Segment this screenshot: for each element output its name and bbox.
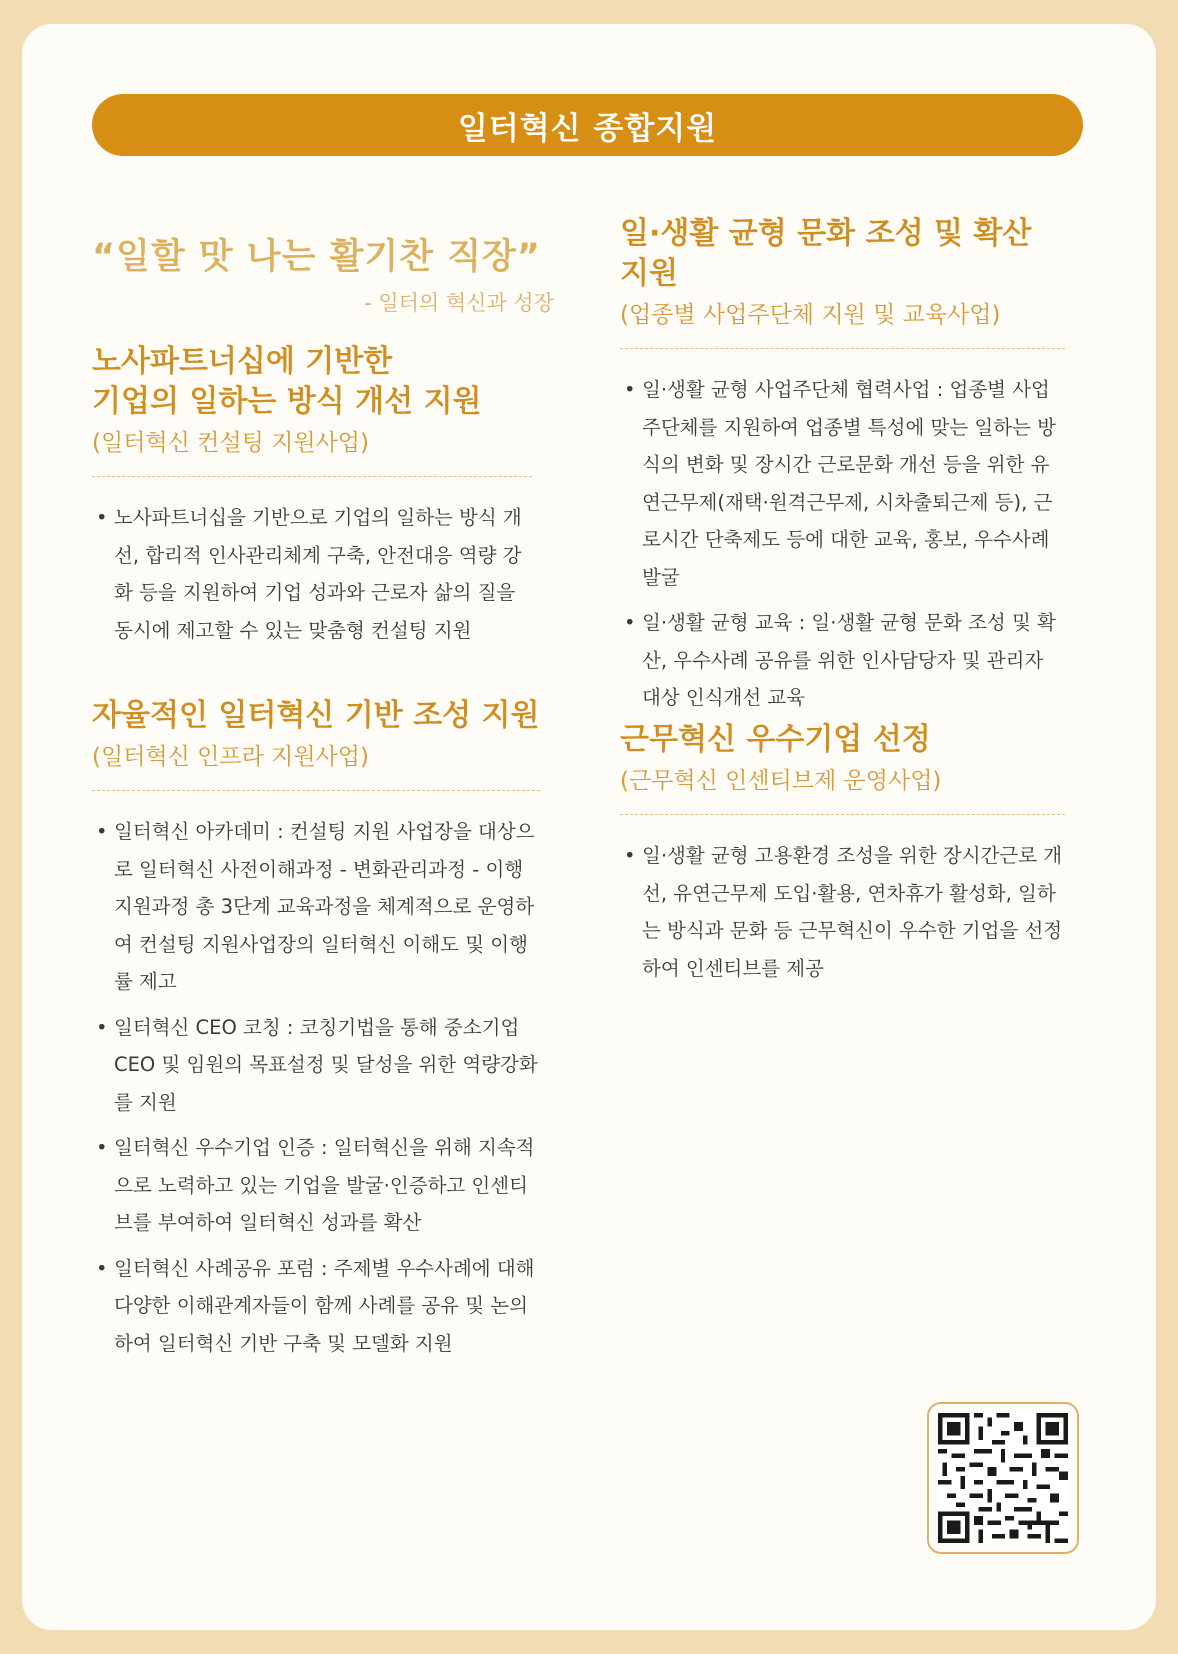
bullet-list <box>620 837 1065 987</box>
page-card <box>22 24 1156 1630</box>
bullet-list <box>620 371 1065 717</box>
banner-title: 일터혁신 종합지원 <box>457 110 718 147</box>
section-incentive <box>620 720 1065 995</box>
qr-code-icon[interactable] <box>927 1402 1079 1554</box>
bullet-list <box>92 813 540 1362</box>
list-item: • 일터혁신 CEO 코칭 : 코칭기법을 통해 중소기업 CEO 및 임원의 목표설정 및 달성을 위한 역량강화를 지원 <box>92 1009 540 1122</box>
list-item: • 일터혁신 아카데미 : 컨설팅 지원 사업장을 대상으로 일터혁신 사전이해과정 - 변화관리과정 - 이행지원과정 총 3단계 교육과정을 체계적으로 운영하여 컨설팅 지원사업장의 일터혁신 이해도 및 이행률 제고 <box>92 813 540 1001</box>
section-subtitle: (업종별 사업주단체 지원 및 교육사업) <box>620 302 1001 328</box>
list-item: • 일·생활 균형 교육 : 일·생활 균형 문화 조성 및 확산, 우수사례 공유를 위한 인사담당자 및 관리자 대상 인식개선 교육 <box>620 604 1065 717</box>
header-banner <box>92 94 1083 156</box>
section-infra <box>92 696 540 1370</box>
qr-code-graphic <box>938 1413 1068 1543</box>
list-item: • 일·생활 균형 고용환경 조성을 위한 장시간근로 개선, 유연근무제 도입·활용, 연차휴가 활성화, 일하는 방식과 문화 등 근무혁신이 우수한 기업을 선정하여 인센티브를 제공 <box>620 837 1065 987</box>
section-title-line2: 기업의 일하는 방식 개선 지원 <box>92 384 482 419</box>
list-item: • 일터혁신 우수기업 인증 : 일터혁신을 위해 지속적으로 노력하고 있는 기업을 발굴·인증하고 인센티브를 부여하여 일터혁신 성과를 확산 <box>92 1129 540 1242</box>
dashed-divider <box>92 790 540 791</box>
list-item: • 노사파트너십을 기반으로 기업의 일하는 방식 개선, 합리적 인사관리체계 구축, 안전대응 역량 강화 등을 지원하여 기업 성과와 근로자 삶의 질을 동시에 제고할 수 있는 맞춤형 컨설팅 지원 <box>92 499 532 649</box>
section-subtitle: (일터혁신 인프라 지원사업) <box>92 744 369 770</box>
dashed-divider <box>620 348 1065 349</box>
section-subtitle: (근무혁신 인센티브제 운영사업) <box>620 768 942 794</box>
section-worklife <box>620 214 1065 725</box>
tagline-quote: “일할 맛 나는 활기찬 직장” <box>92 237 541 277</box>
section-title: 일·생활 균형 문화 조성 및 확산 지원 <box>620 216 1032 291</box>
section-title: 자율적인 일터혁신 기반 조성 지원 <box>92 698 540 733</box>
list-item: • 일터혁신 사례공유 포럼 : 주제별 우수사례에 대해 다양한 이해관계자들이 함께 사례를 공유 및 논의하여 일터혁신 기반 구축 및 모델화 지원 <box>92 1250 540 1363</box>
section-consulting <box>92 342 532 657</box>
section-subtitle: (일터혁신 컨설팅 지원사업) <box>92 430 369 456</box>
dashed-divider <box>92 476 532 477</box>
bullet-list <box>92 499 532 649</box>
section-title-line1: 노사파트너십에 기반한 <box>92 344 393 379</box>
dashed-divider <box>620 814 1065 815</box>
section-title: 근무혁신 우수기업 선정 <box>620 722 931 757</box>
tagline-sub: - 일터의 혁신과 성장 <box>364 291 554 315</box>
list-item: • 일·생활 균형 사업주단체 협력사업 : 업종별 사업주단체를 지원하여 업종별 특성에 맞는 일하는 방식의 변화 및 장시간 근로문화 개선 등을 위한 유연근무제(재택·원격근무제, 시차출퇴근제 등), 근로시간 단축제도 등에 대한 교육, 홍보, 우수사례 발굴 <box>620 371 1065 596</box>
tagline <box>92 229 572 317</box>
